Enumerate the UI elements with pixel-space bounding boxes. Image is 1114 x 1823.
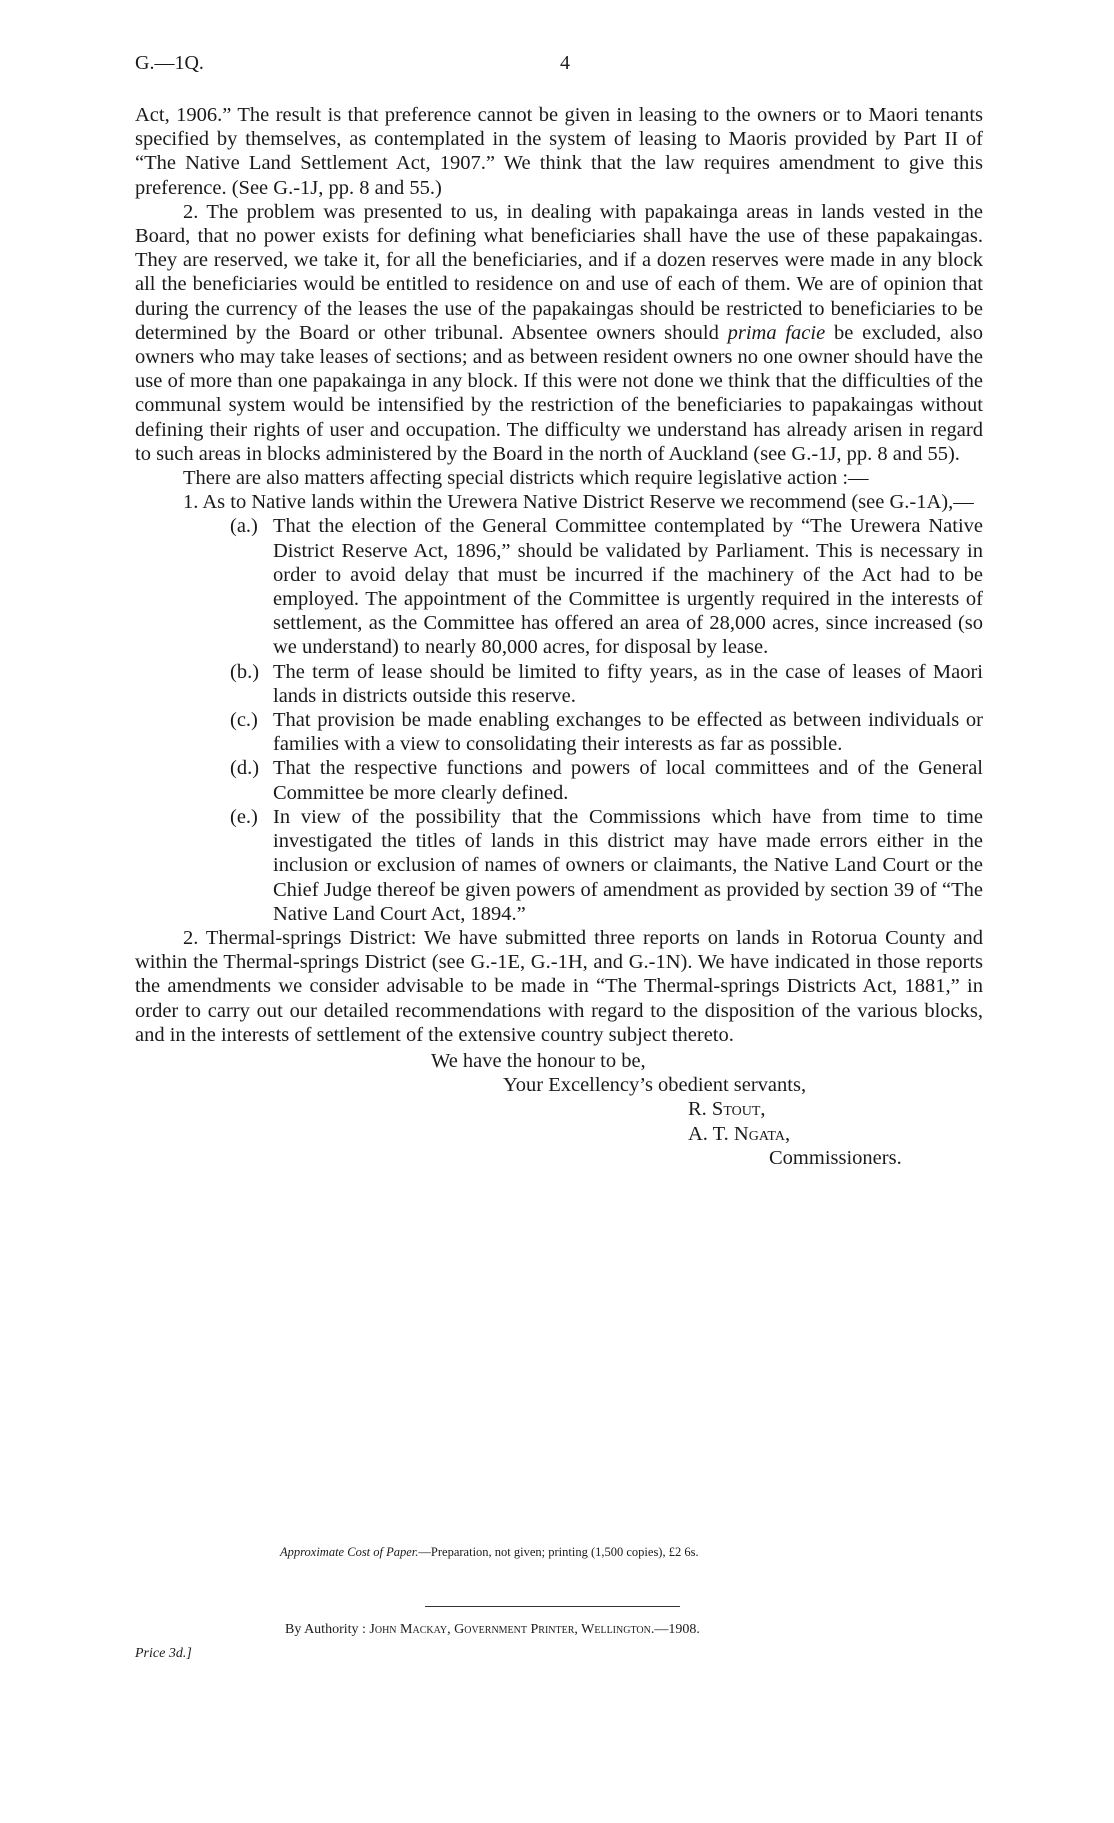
page-number: 4 xyxy=(560,52,570,74)
paragraph-thermal-springs: 2. Thermal-springs District: We have submitted three reports on lands in Rotorua County and within the Thermal-springs District (see G.-1E, G.-1H, and G.-1N). We have indicated in those reports the amendments we consider advisable to be made in “The Thermal-springs Districts Act, 1881,” in order to carry out our detailed recommendations with regard to the disposition of the various blocks, and in the interests of settlement of the extensive country subject thereto. xyxy=(135,926,983,1046)
cost-text: —Preparation, not given; printing (1,500 copies), £2 6s. xyxy=(418,1545,699,1559)
paragraph-text: be excluded, also owners who may take leases of sections; and as between resident owners no one owner should have the use of more than one papakainga in any block. If this were not done we think that the difficulties of the communal system would be intensified by the restriction of the beneficiaries to papakaingas without defining their rights of user and occupation. The difficulty we understand has already arisen in regard to such areas in blocks administered by the Board in the north of Auckland (see G.-1J, pp. 8 and 55). xyxy=(135,321,983,465)
list-item-label: (a.) xyxy=(230,515,258,538)
closing-line: Your Excellency’s obedient servants, xyxy=(503,1074,807,1097)
paragraph-text: 2. The problem was presented to us, in dealing with papakainga areas in lands vested in the Board, that no power exists for defining what beneficiaries shall have the use of these papakaingas. They are reserved, we take it, for all the beneficiaries, and if a dozen reserves were made in any block all the beneficiaries would be entitled to residence on and use of each of them. We are of opinion that during the currency of the leases the use of the papakaingas should be restricted to beneficiaries to be determined by the Board or other tribunal. Absentee owners should xyxy=(135,200,983,344)
paragraph-continuation: Act, 1906.” The result is that preference cannot be given in leasing to the owners or to Maori tenants specified by themselves, as contemplated in the system of leasing to Maoris provided by Part II of “The Native Land Settlement Act, 1907.” We think that the law requires amendment to give this preference. (See G.-1J, pp. 8 and 55.) xyxy=(135,104,983,199)
cost-note xyxy=(280,1545,699,1560)
paragraph-special-districts: There are also matters affecting special districts which require legislative action :— xyxy=(183,467,869,490)
cost-label: Approximate Cost of Paper. xyxy=(280,1545,419,1559)
list-item-text: That the election of the General Committee contemplated by “The Urewera Native District Reserve Act, 1896,” should be validated by Parliament. This is necessary in order to avoid delay that must be incurred if the machinery of the Act had to be employed. The appointment of the Committee is urgently required in the interests of settlement, as the Committee has offered an area of 28,000 acres, since increased (so we understand) to nearly 80,000 acres, for disposal by lease. xyxy=(273,515,983,659)
printer-imprint xyxy=(285,1622,700,1638)
signature-block xyxy=(135,1049,983,1170)
list-item-label: (c.) xyxy=(230,709,258,732)
list-item xyxy=(230,514,983,659)
list-item xyxy=(230,805,983,926)
signatory-name: R. Stout, xyxy=(688,1098,766,1121)
page-header xyxy=(135,52,985,82)
list-item xyxy=(230,756,983,804)
italic-phrase: prima facie xyxy=(727,321,826,344)
list-item xyxy=(230,708,983,756)
list-item xyxy=(230,660,983,708)
closing-line: We have the honour to be, xyxy=(431,1049,646,1072)
recommendation-list xyxy=(230,514,983,925)
list-item-text: That the respective functions and powers of local committees and of the General Committee be more clearly defined. xyxy=(273,757,983,804)
price-note: Price 3d.] xyxy=(135,1646,192,1661)
document-reference: G.—1Q. xyxy=(135,52,204,74)
paragraph-urewera: 1. As to Native lands within the Urewera Native District Reserve we recommend (see G.-1A),— xyxy=(183,491,974,514)
list-item-text: In view of the possibility that the Commissions which have from time to time investigated the titles of lands in this district may have made errors either in the inclusion or exclusion of names of owners or claimants, the Native Land Court or the Chief Judge thereof be given powers of amendment as provided by section 39 of “The Native Land Court Act, 1894.” xyxy=(273,805,983,925)
authority-label: By Authority : xyxy=(285,1622,366,1637)
list-item-text: The term of lease should be limited to fifty years, as in the case of leases of Maori lands in districts outside this reserve. xyxy=(273,660,983,707)
divider xyxy=(425,1606,680,1607)
list-item-label: (b.) xyxy=(230,660,260,683)
authority-text: John Mackay, Government Printer, Wellington.—1908. xyxy=(369,1622,700,1637)
signatory-title: Commissioners. xyxy=(769,1146,902,1169)
list-item-label: (e.) xyxy=(230,805,258,828)
signatory-name: A. T. Ngata, xyxy=(688,1122,791,1145)
list-item-text: That provision be made enabling exchanges to be effected as between individuals or families with a view to consolidating their interests as far as possible. xyxy=(273,709,983,756)
document-body xyxy=(135,103,983,1170)
paragraph-papakainga xyxy=(135,200,983,466)
list-item-label: (d.) xyxy=(230,757,260,780)
